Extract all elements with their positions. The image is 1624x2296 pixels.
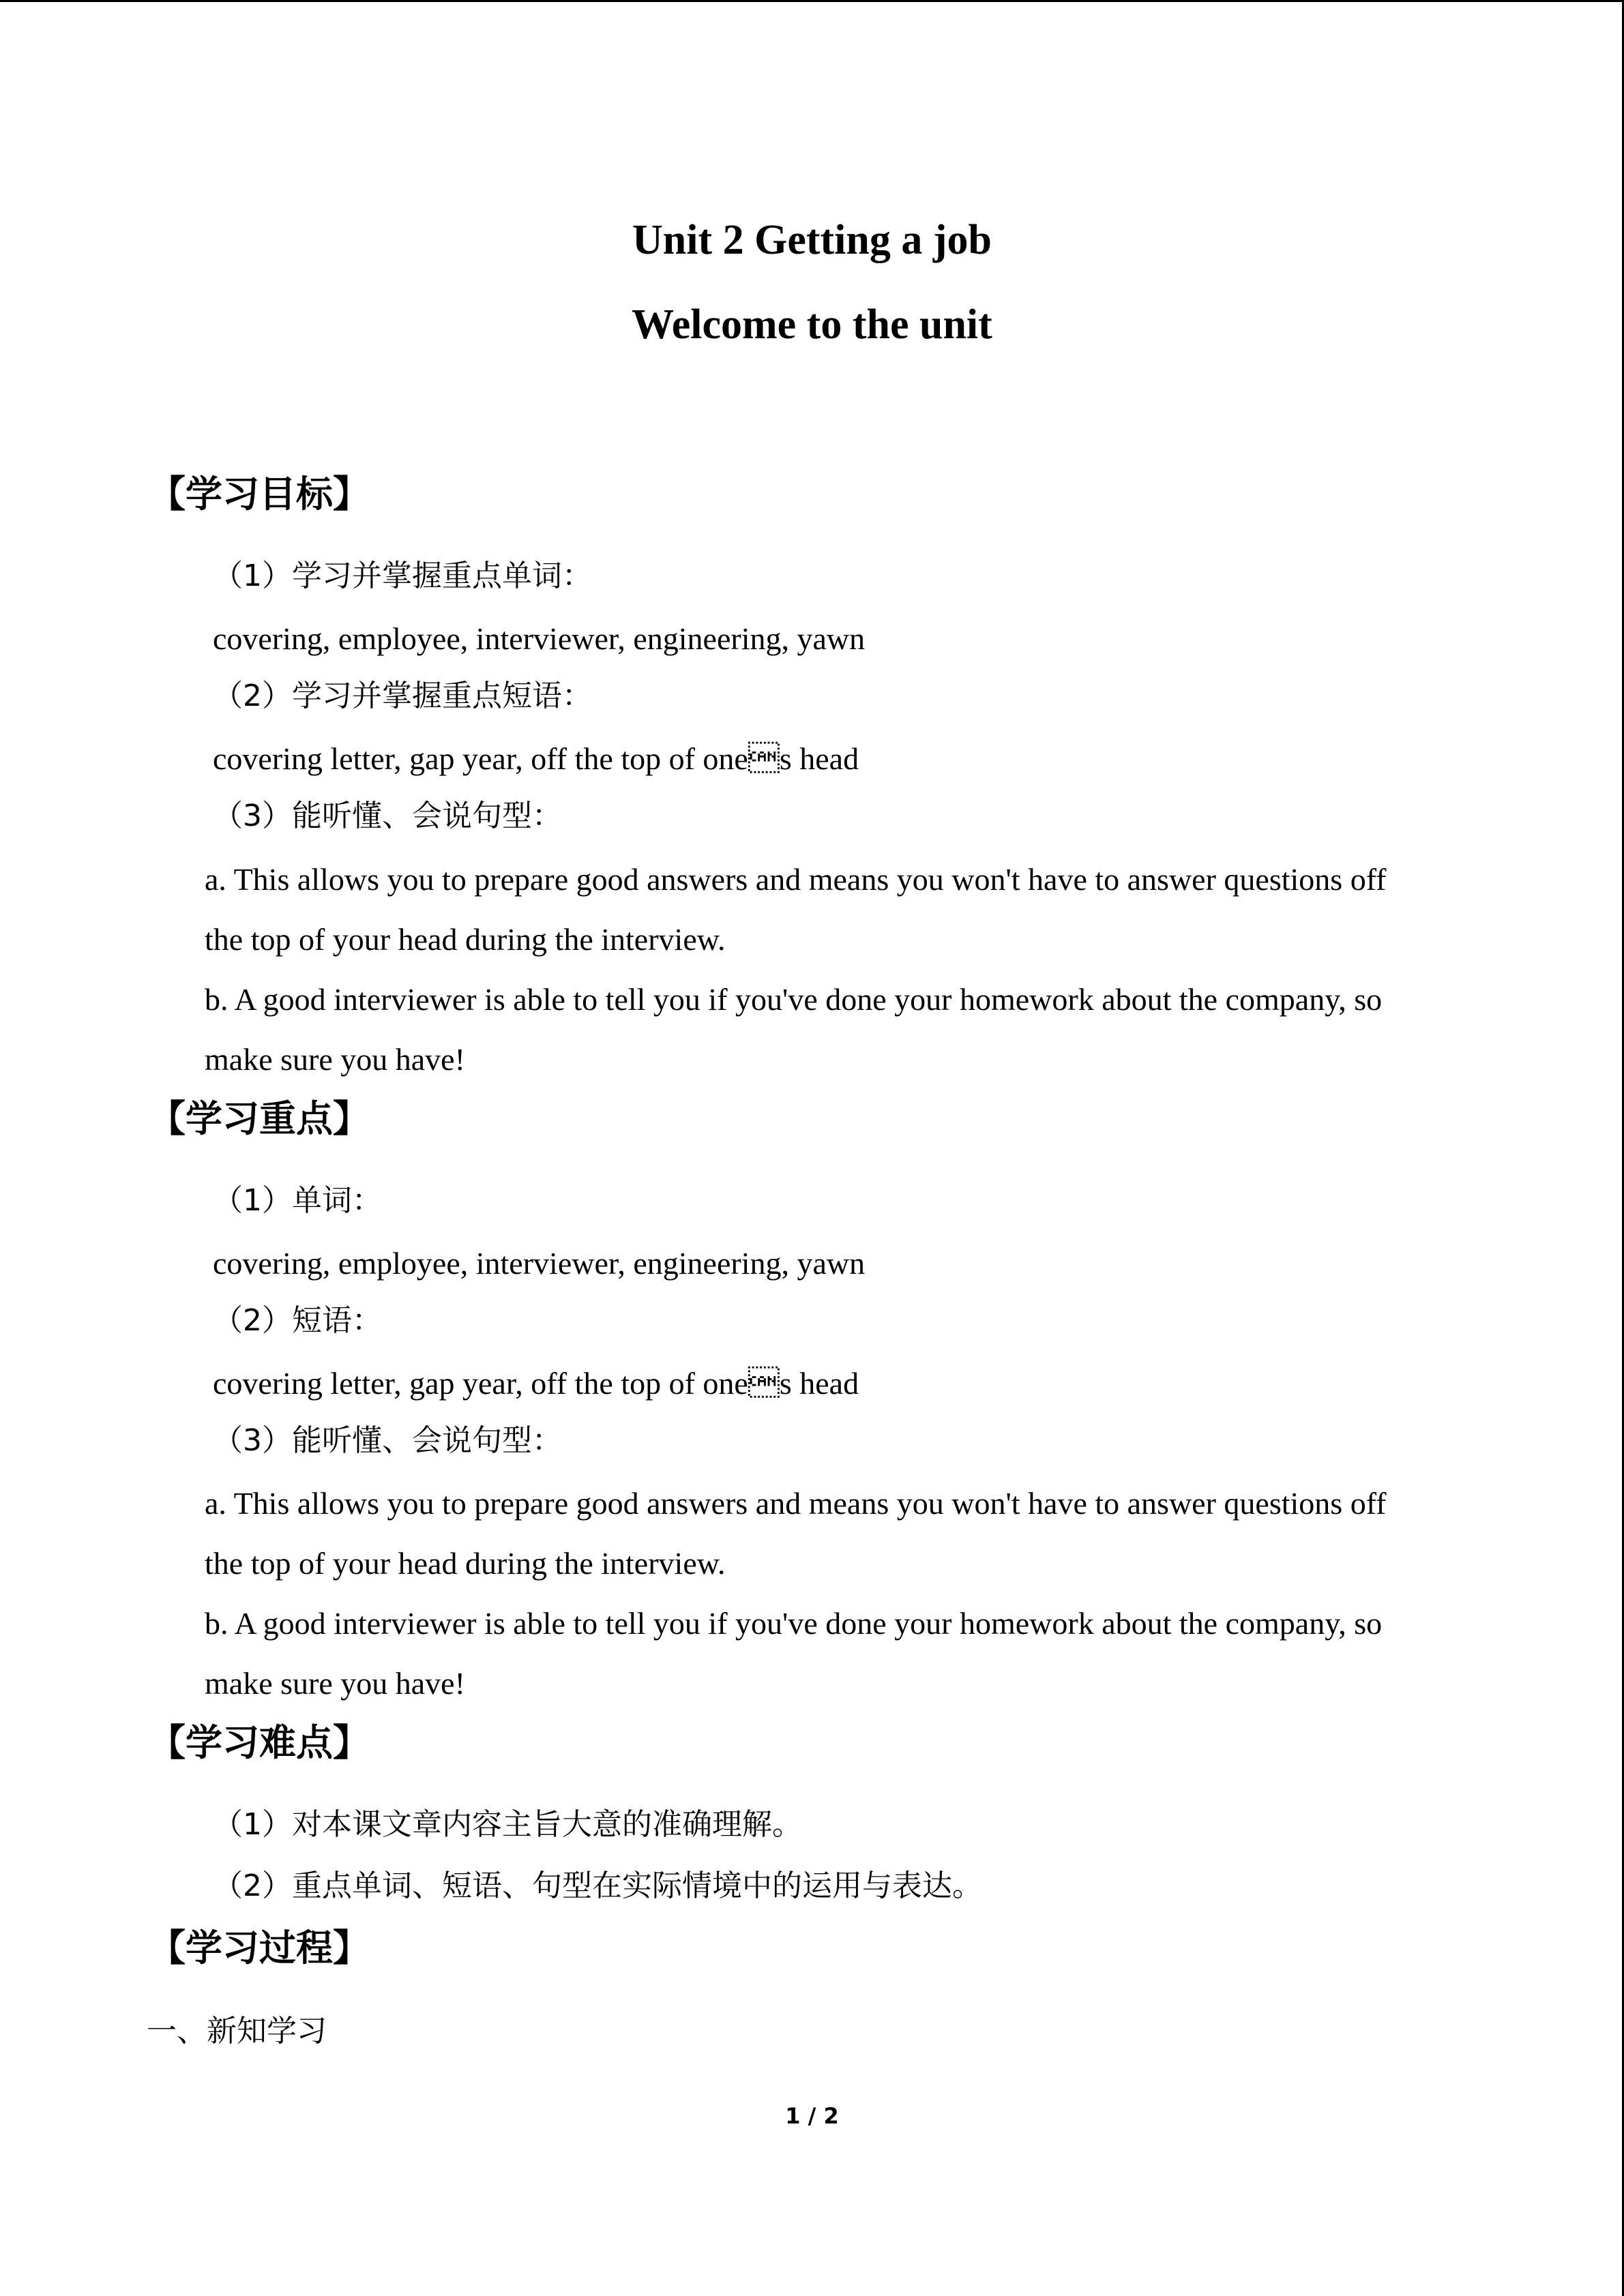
key-points-item2-label: （2）短语： bbox=[213, 1303, 382, 1338]
objectives-item1-label: （1）学习并掌握重点单词： bbox=[213, 558, 592, 593]
difficulties-heading: 【学习难点】 bbox=[149, 1721, 370, 1764]
process-heading: 【学习过程】 bbox=[149, 1926, 370, 1969]
objectives-item2-phrases: covering letter, gap year, off the top of ones head bbox=[213, 741, 859, 776]
objectives-sentence-b-line2: make sure you have! bbox=[205, 1042, 465, 1077]
objectives-item3-label: （3）能听懂、会说句型： bbox=[213, 799, 562, 833]
key-points-sentence-b-line2: make sure you have! bbox=[205, 1666, 465, 1701]
process-section1: 一、新知学习 bbox=[147, 2014, 327, 2048]
key-points-sentence-a-line1: a. This allows you to prepare good answers and means you won't have to answer questions off bbox=[205, 1486, 1387, 1521]
key-points-sentence-b-line1: b. A good interviewer is able to tell you if you've done your homework about the company, so bbox=[205, 1606, 1383, 1641]
objectives-heading: 【学习目标】 bbox=[149, 473, 370, 516]
key-points-item3-label: （3）能听懂、会说句型： bbox=[213, 1423, 562, 1458]
key-points-sentence-a-line2: the top of your head during the interview. bbox=[205, 1546, 726, 1581]
difficulties-item1: （1）对本课文章内容主旨大意的准确理解。 bbox=[213, 1807, 802, 1842]
document-title: Unit 2 Getting a job bbox=[632, 217, 992, 263]
objectives-sentence-a-line2: the top of your head during the interview. bbox=[205, 922, 726, 957]
objectives-item2-label: （2）学习并掌握重点短语： bbox=[213, 679, 592, 713]
key-points-item1-words: covering, employee, interviewer, engineering, yawn bbox=[213, 1246, 866, 1281]
objectives-sentence-a-line1: a. This allows you to prepare good answers and means you won't have to answer questions off bbox=[205, 862, 1387, 897]
difficulties-item2: （2）重点单词、短语、句型在实际情境中的运用与表达。 bbox=[213, 1868, 982, 1903]
key-points-item2-phrases: covering letter, gap year, off the top of ones head bbox=[213, 1366, 859, 1401]
page-top-border bbox=[0, 0, 1624, 2]
key-points-heading: 【学习重点】 bbox=[149, 1097, 370, 1140]
key-points-item1-label: （1）单词： bbox=[213, 1183, 382, 1218]
objectives-item1-words: covering, employee, interviewer, engineering, yawn bbox=[213, 621, 866, 656]
page-number: 1 / 2 bbox=[785, 2103, 839, 2129]
document-subtitle: Welcome to the unit bbox=[632, 301, 992, 348]
objectives-sentence-b-line1: b. A good interviewer is able to tell you if you've done your homework about the company, so bbox=[205, 982, 1383, 1017]
